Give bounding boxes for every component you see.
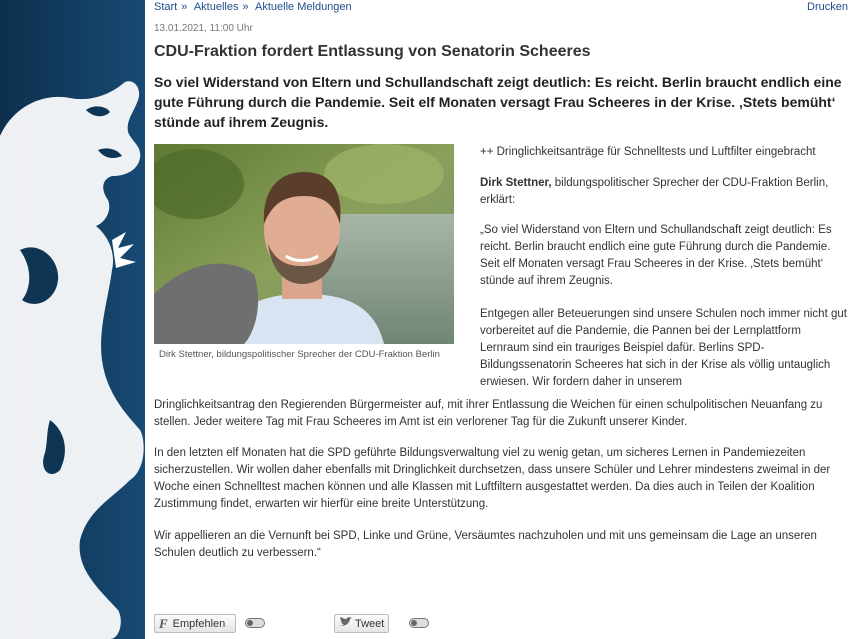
tweet-button[interactable]: [334, 614, 389, 633]
facebook-f-icon: F: [159, 615, 168, 631]
print-link[interactable]: Drucken: [807, 1, 848, 13]
breadcrumb: [154, 1, 356, 13]
quote-paragraph: „So viel Widerstand von Eltern und Schullandschaft zeigt deutlich: Es reicht. Berlin braucht endlich eine gute Führung durch die Pandemie. Seit elf Monaten versagt Frau Scheeres in der Krise. ‚Stets bemüht‘ stünde auf ihrem Zeugnis.: [480, 224, 832, 287]
twitter-privacy-toggle[interactable]: [409, 618, 429, 628]
breadcrumb-separator: »: [181, 1, 188, 13]
facebook-button-label: Empfehlen: [172, 617, 226, 630]
breadcrumb-item-start[interactable]: Start: [154, 1, 178, 13]
portrait-image: [154, 144, 454, 344]
facebook-privacy-toggle[interactable]: [245, 618, 265, 628]
tweet-button-label: Tweet: [355, 617, 385, 630]
speaker-role: bildungspolitischer Sprecher der CDU-Fraktion Berlin, erklärt:: [480, 177, 829, 206]
subheadline-text: ++ Dringlichkeitsanträge für Schnelltests und Luftfilter eingebracht: [480, 146, 816, 158]
body-paragraph: Entgegen aller Beteuerungen sind unsere Schulen noch immer nicht gut vorbereitet auf die Pandemie, die Pannen bei der Lernplattform Lernraum sind ein trauriges Beispiel dafür. Berlins SPD-Bildungssenatorin Scheeres hat sich in der Krise als völlig untauglich erwiesen. Wir fordern daher in unserem: [480, 308, 847, 388]
body-paragraph: Wir appellieren an die Vernunft bei SPD, Linke und Grüne, Versäumtes nachzuholen und mit uns gemeinsam die Lage an unseren Schulen deutlich zu verbessern.“: [154, 530, 817, 559]
article-main: [145, 0, 857, 639]
article-date: 13.01.2021, 11:00 Uhr: [154, 23, 253, 34]
speaker-intro: [480, 175, 850, 209]
twitter-bird-icon: [339, 617, 352, 630]
breadcrumb-separator: »: [242, 1, 249, 13]
body-paragraph: In den letzten elf Monaten hat die SPD geführte Bildungsverwaltung viel zu wenig getan, um sicheres Lernen in Pandemiezeiten sicherzustellen. Wir wollen daher ebenfalls mit Dringlichkeit durchsetzen, dass unsere Schüler und Lehrer mindestens zweimal in der Woche einen Schnelltest machen können und alle Klassen mit Luftfiltern ausgestattet werden. Da dies auch in Teilen der Koalition Zustimmung findet, erwarten wir hierfür eine breite Unterstützung.: [154, 447, 831, 510]
breadcrumb-item-aktuelle-meldungen[interactable]: Aktuelle Meldungen: [255, 1, 352, 13]
facebook-recommend-button[interactable]: [154, 614, 236, 633]
speaker-name: Dirk Stettner,: [480, 177, 552, 189]
breadcrumb-item-aktuelles[interactable]: Aktuelles: [193, 1, 239, 13]
body-paragraph: Dringlichkeitsantrag den Regierenden Bürgermeister auf, mit ihrer Entlassung die Weichen für einen schulpolitischen Neuanfang zu stellen. Jeder weitere Tag mit Frau Scheeres im Amt ist ein verlorener Tag für die Zukunft unserer Kinder.: [154, 399, 823, 428]
berlin-bear-icon: [0, 0, 145, 639]
article-photo: [154, 144, 454, 344]
sidebar-bear-banner: [0, 0, 145, 639]
article-title: CDU-Fraktion fordert Entlassung von Senatorin Scheeres: [154, 43, 591, 60]
article-lead: So viel Widerstand von Eltern und Schullandschaft zeigt deutlich: Es reicht. Berlin braucht endlich eine gute Führung durch die Pandemie. Seit elf Monaten versagt Frau Scheeres in der Krise. ‚Stets bemüht‘ stünde auf ihrem Zeugnis.: [154, 74, 842, 130]
photo-caption: Dirk Stettner, bildungspolitischer Sprecher der CDU-Fraktion Berlin: [159, 349, 440, 360]
